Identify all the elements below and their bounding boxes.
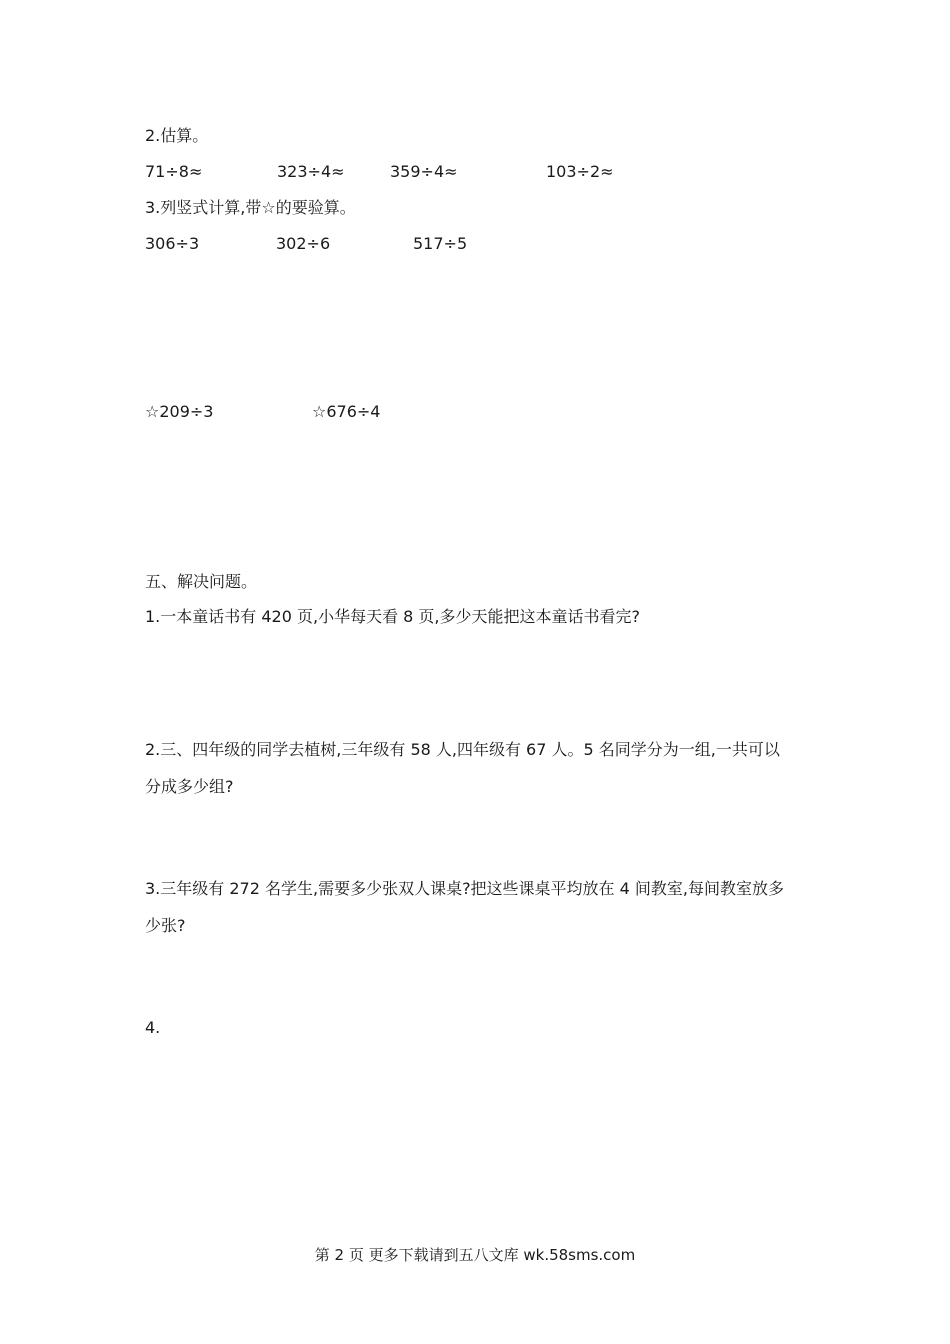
question-1: 1.一本童话书有 420 页,小华每天看 8 页,多少天能把这本童话书看完? — [145, 607, 640, 626]
estimate-item-4: 103÷2≈ — [546, 162, 614, 181]
page-footer: 第 2 页 更多下载请到五八文库 wk.58sms.com — [314, 1246, 636, 1264]
estimate-item-1: 71÷8≈ — [145, 162, 203, 181]
estimate-heading: 2.估算。 — [145, 126, 209, 145]
estimate-item-2: 323÷4≈ — [277, 162, 345, 181]
vertical-calc-item-3: 517÷5 — [413, 234, 468, 253]
vertical-calc-item-1: 306÷3 — [145, 234, 200, 253]
vertical-calc-item-4: ☆209÷3 — [145, 402, 214, 421]
question-2-line-1: 2.三、四年级的同学去植树,三年级有 58 人,四年级有 67 人。5 名同学分为一组,一共可以 — [145, 740, 780, 759]
vertical-calc-item-2: 302÷6 — [276, 234, 331, 253]
estimate-item-3: 359÷4≈ — [390, 162, 458, 181]
question-2-line-2: 分成多少组? — [145, 777, 234, 796]
question-3-line-2: 少张? — [145, 916, 186, 935]
section5-heading: 五、解决问题。 — [145, 572, 258, 591]
vertical-calc-item-5: ☆676÷4 — [312, 402, 381, 421]
question-4: 4. — [145, 1018, 161, 1037]
question-3-line-1: 3.三年级有 272 名学生,需要多少张双人课桌?把这些课桌平均放在 4 间教室,每间教室放多 — [145, 879, 784, 898]
vertical-calc-heading: 3.列竖式计算,带☆的要验算。 — [145, 198, 356, 217]
